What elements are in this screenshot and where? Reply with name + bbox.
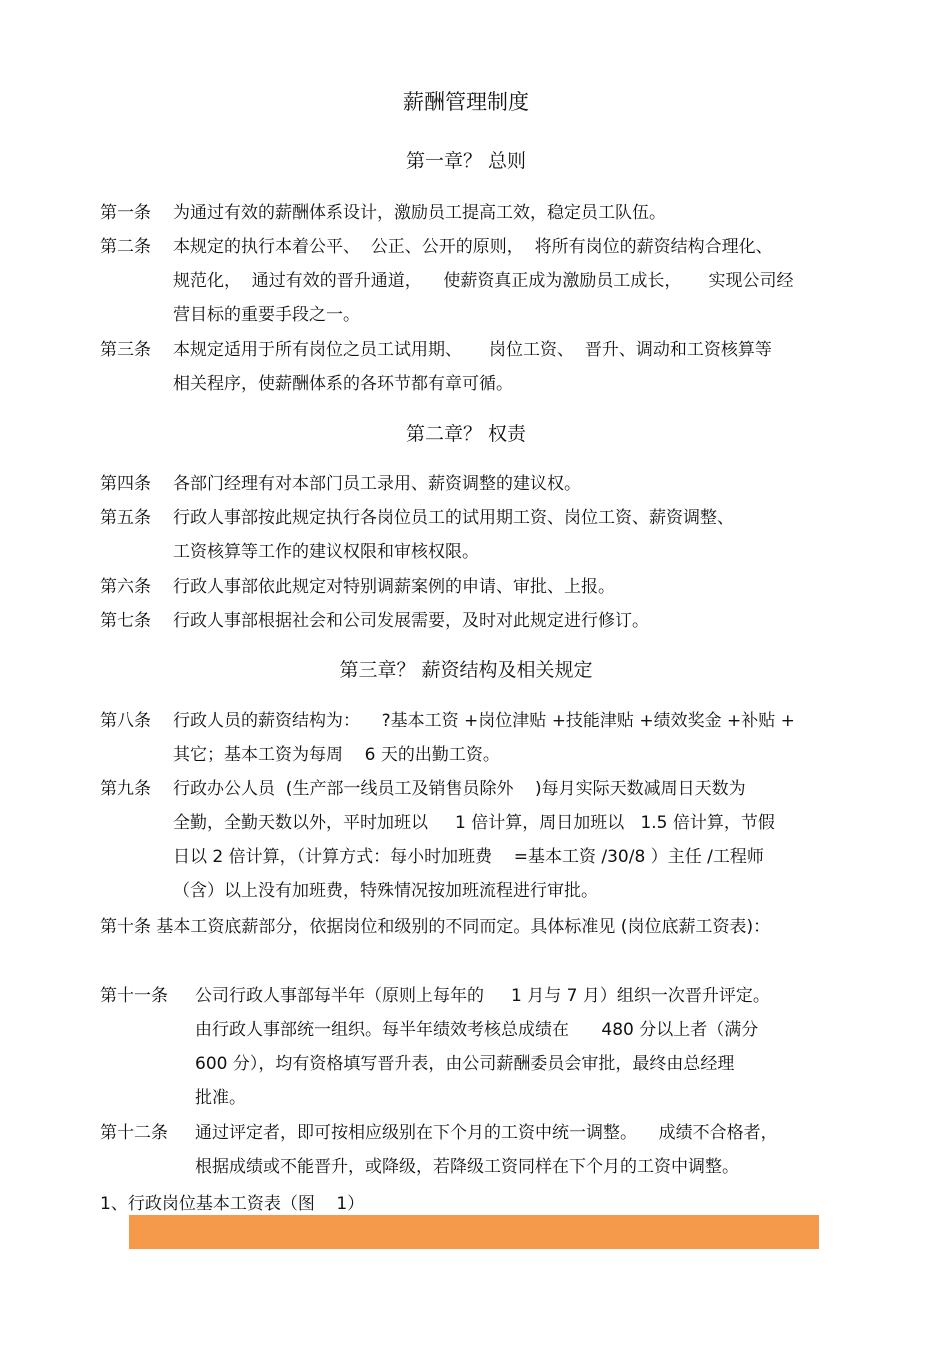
document-title: 薪酬管理制度 [403,90,529,114]
article-5 [100,501,734,569]
chapter-heading-3: 第三章？ 薪资结构及相关规定 [339,659,593,681]
table-caption: 1、行政岗位基本工资表（图 1） [100,1194,365,1214]
article-line: 行政办公人员 (生产部一线员工及销售员除外 )每月实际天数减周日天数为 [173,779,746,799]
article-7 [100,604,649,638]
article-line: 由行政人事部统一组织。每半年绩效考核总成绩在 480 分以上者（满分 [195,1020,759,1040]
article-number: 第二条 [100,237,151,257]
article-line: 行政人事部依此规定对特别调薪案例的申请、审批、上报。 [173,577,615,597]
article-line: 行政人事部按此规定执行各岗位员工的试用期工资、岗位工资、薪资调整、 [173,508,734,528]
article-line: 批准。 [195,1088,246,1108]
article-line: 行政人事部根据社会和公司发展需要，及时对此规定进行修订。 [173,611,649,631]
article-number: 第十一条 [100,986,168,1006]
article-number: 第四条 [100,474,151,494]
article-number: 第七条 [100,611,151,631]
article-line: 工资核算等工作的建议权限和审核权限。 [173,542,479,562]
article-2 [100,230,793,332]
table-header-bar [129,1215,819,1249]
article-9 [100,772,775,908]
article-line: 根据成绩或不能晋升，或降级，若降级工资同样在下个月的工资中调整。 [195,1157,739,1177]
article-number: 第十二条 [100,1123,168,1143]
article-12 [100,1116,778,1184]
article-number: 第五条 [100,508,151,528]
article-line: 行政人员的薪资结构为： ?基本工资 +岗位津贴 +技能津贴 +绩效奖金 +补贴 + [173,711,795,731]
article-8 [100,704,795,772]
article-1 [100,196,666,230]
article-number: 第六条 [100,577,151,597]
article-line: 相关程序，使薪酬体系的各环节都有章可循。 [173,374,513,394]
article-line: 通过评定者，即可按相应级别在下个月的工资中统一调整。 成绩不合格者， [195,1123,778,1143]
article-line: 为通过有效的薪酬体系设计，激励员工提高工效，稳定员工队伍。 [173,203,666,223]
article-number: 第十条 [100,917,151,937]
article-line: 600 分），均有资格填写晋升表，由公司薪酬委员会审批，最终由总经理 [195,1054,735,1074]
article-number: 第三条 [100,340,151,360]
article-line: 全勤，全勤天数以外，平时加班以 1 倍计算，周日加班以 1.5 倍计算，节假 [173,813,775,833]
chapter-heading-2: 第二章？ 权责 [405,423,527,445]
article-6 [100,570,615,604]
article-number: 第九条 [100,779,151,799]
article-line: 规范化， 通过有效的晋升通道， 使薪资真正成为激励员工成长， 实现公司经 [173,271,794,291]
article-line: 各部门经理有对本部门员工录用、薪资调整的建议权。 [173,474,581,494]
article-text: 基本工资底薪部分，依据岗位和级别的不同而定。具体标准见 (岗位底薪工资表)： [151,917,771,937]
article-4 [100,467,581,501]
article-line: 本规定适用于所有岗位之员工试用期、 岗位工资、 晋升、调动和工资核算等 [173,340,772,360]
article-line: 本规定的执行本着公平、 公正、公开的原则， 将所有岗位的薪资结构合理化、 [173,237,773,257]
article-number: 第一条 [100,203,151,223]
article-line: 日以 2 倍计算，（计算方式：每小时加班费 =基本工资 /30/8 ）主任 /工程师 [173,847,764,867]
article-line: 营目标的重要手段之一。 [173,305,360,325]
article-11 [100,979,770,1115]
article-number: 第八条 [100,711,151,731]
article-10 [100,910,840,944]
article-line: （含）以上没有加班费，特殊情况按加班流程进行审批。 [173,881,598,901]
article-3 [100,333,772,401]
chapter-heading-1: 第一章？ 总则 [405,150,527,172]
article-line: 其它；基本工资为每周 6 天的出勤工资。 [173,745,500,765]
article-line: 公司行政人事部每半年（原则上每年的 1 月与 7 月）组织一次晋升评定。 [195,986,770,1006]
